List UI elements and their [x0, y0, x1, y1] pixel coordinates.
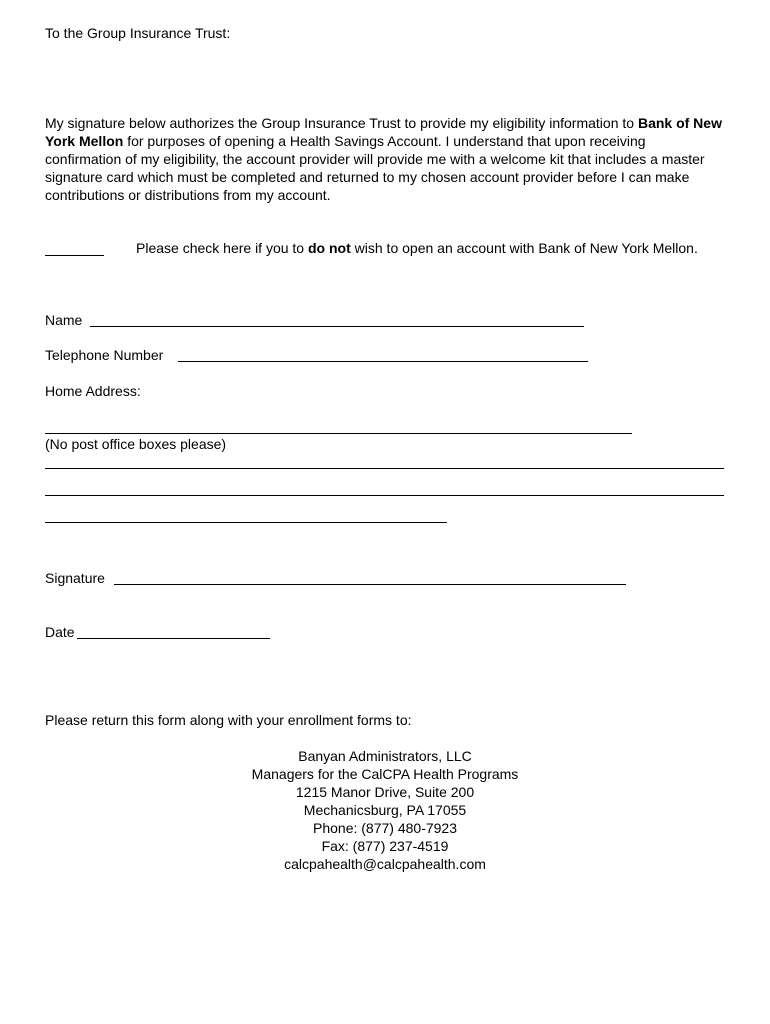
address-managers: Managers for the CalCPA Health Programs [251, 766, 519, 782]
name-field[interactable] [90, 326, 584, 327]
telephone-label: Telephone Number [45, 347, 164, 363]
address-street: 1215 Manor Drive, Suite 200 [295, 784, 475, 800]
opt-out-checkbox-line[interactable] [45, 255, 104, 256]
address-email: calcpahealth@calcpahealth.com [284, 856, 486, 872]
home-address-label: Home Address: [45, 383, 141, 399]
opt-out-text-after: wish to open an account with Bank of New York Mellon. [350, 240, 698, 256]
address-line-4[interactable] [45, 522, 447, 523]
signature-label: Signature [45, 570, 105, 586]
authorization-text-after: for purposes of opening a Health Savings Account. I understand that upon receiving confirmation of my eligibility, the account provider will provide me with a welcome kit that includes a master signature card which must be completed and returned to my chosen account provider before I can make contributions or distributions from my account. [45, 133, 705, 203]
address-fax: Fax: (877) 237-4519 [321, 838, 449, 854]
name-label: Name [45, 312, 83, 328]
date-label: Date [45, 624, 75, 640]
salutation: To the Group Insurance Trust: [45, 25, 231, 41]
return-address-block [0, 747, 770, 873]
po-box-note: (No post office boxes please) [45, 436, 227, 452]
opt-out-text-before: Please check here if you to [136, 240, 308, 256]
signature-field[interactable] [114, 584, 626, 585]
return-instructions: Please return this form along with your enrollment forms to: [45, 712, 412, 728]
telephone-field[interactable] [178, 361, 588, 362]
authorization-paragraph [45, 114, 725, 204]
address-line-2[interactable] [45, 468, 724, 469]
address-company: Banyan Administrators, LLC [298, 748, 472, 764]
date-field[interactable] [77, 638, 270, 639]
bank-name: Bank of New York Mellon [45, 115, 722, 149]
address-phone: Phone: (877) 480-7923 [313, 820, 457, 836]
address-city: Mechanicsburg, PA 17055 [303, 802, 467, 818]
address-line-1[interactable] [45, 433, 632, 434]
opt-out-text [136, 239, 726, 257]
opt-out-emphasis: do not [308, 240, 351, 256]
address-line-3[interactable] [45, 495, 724, 496]
authorization-text-before: My signature below authorizes the Group Insurance Trust to provide my eligibility information to [45, 115, 638, 131]
